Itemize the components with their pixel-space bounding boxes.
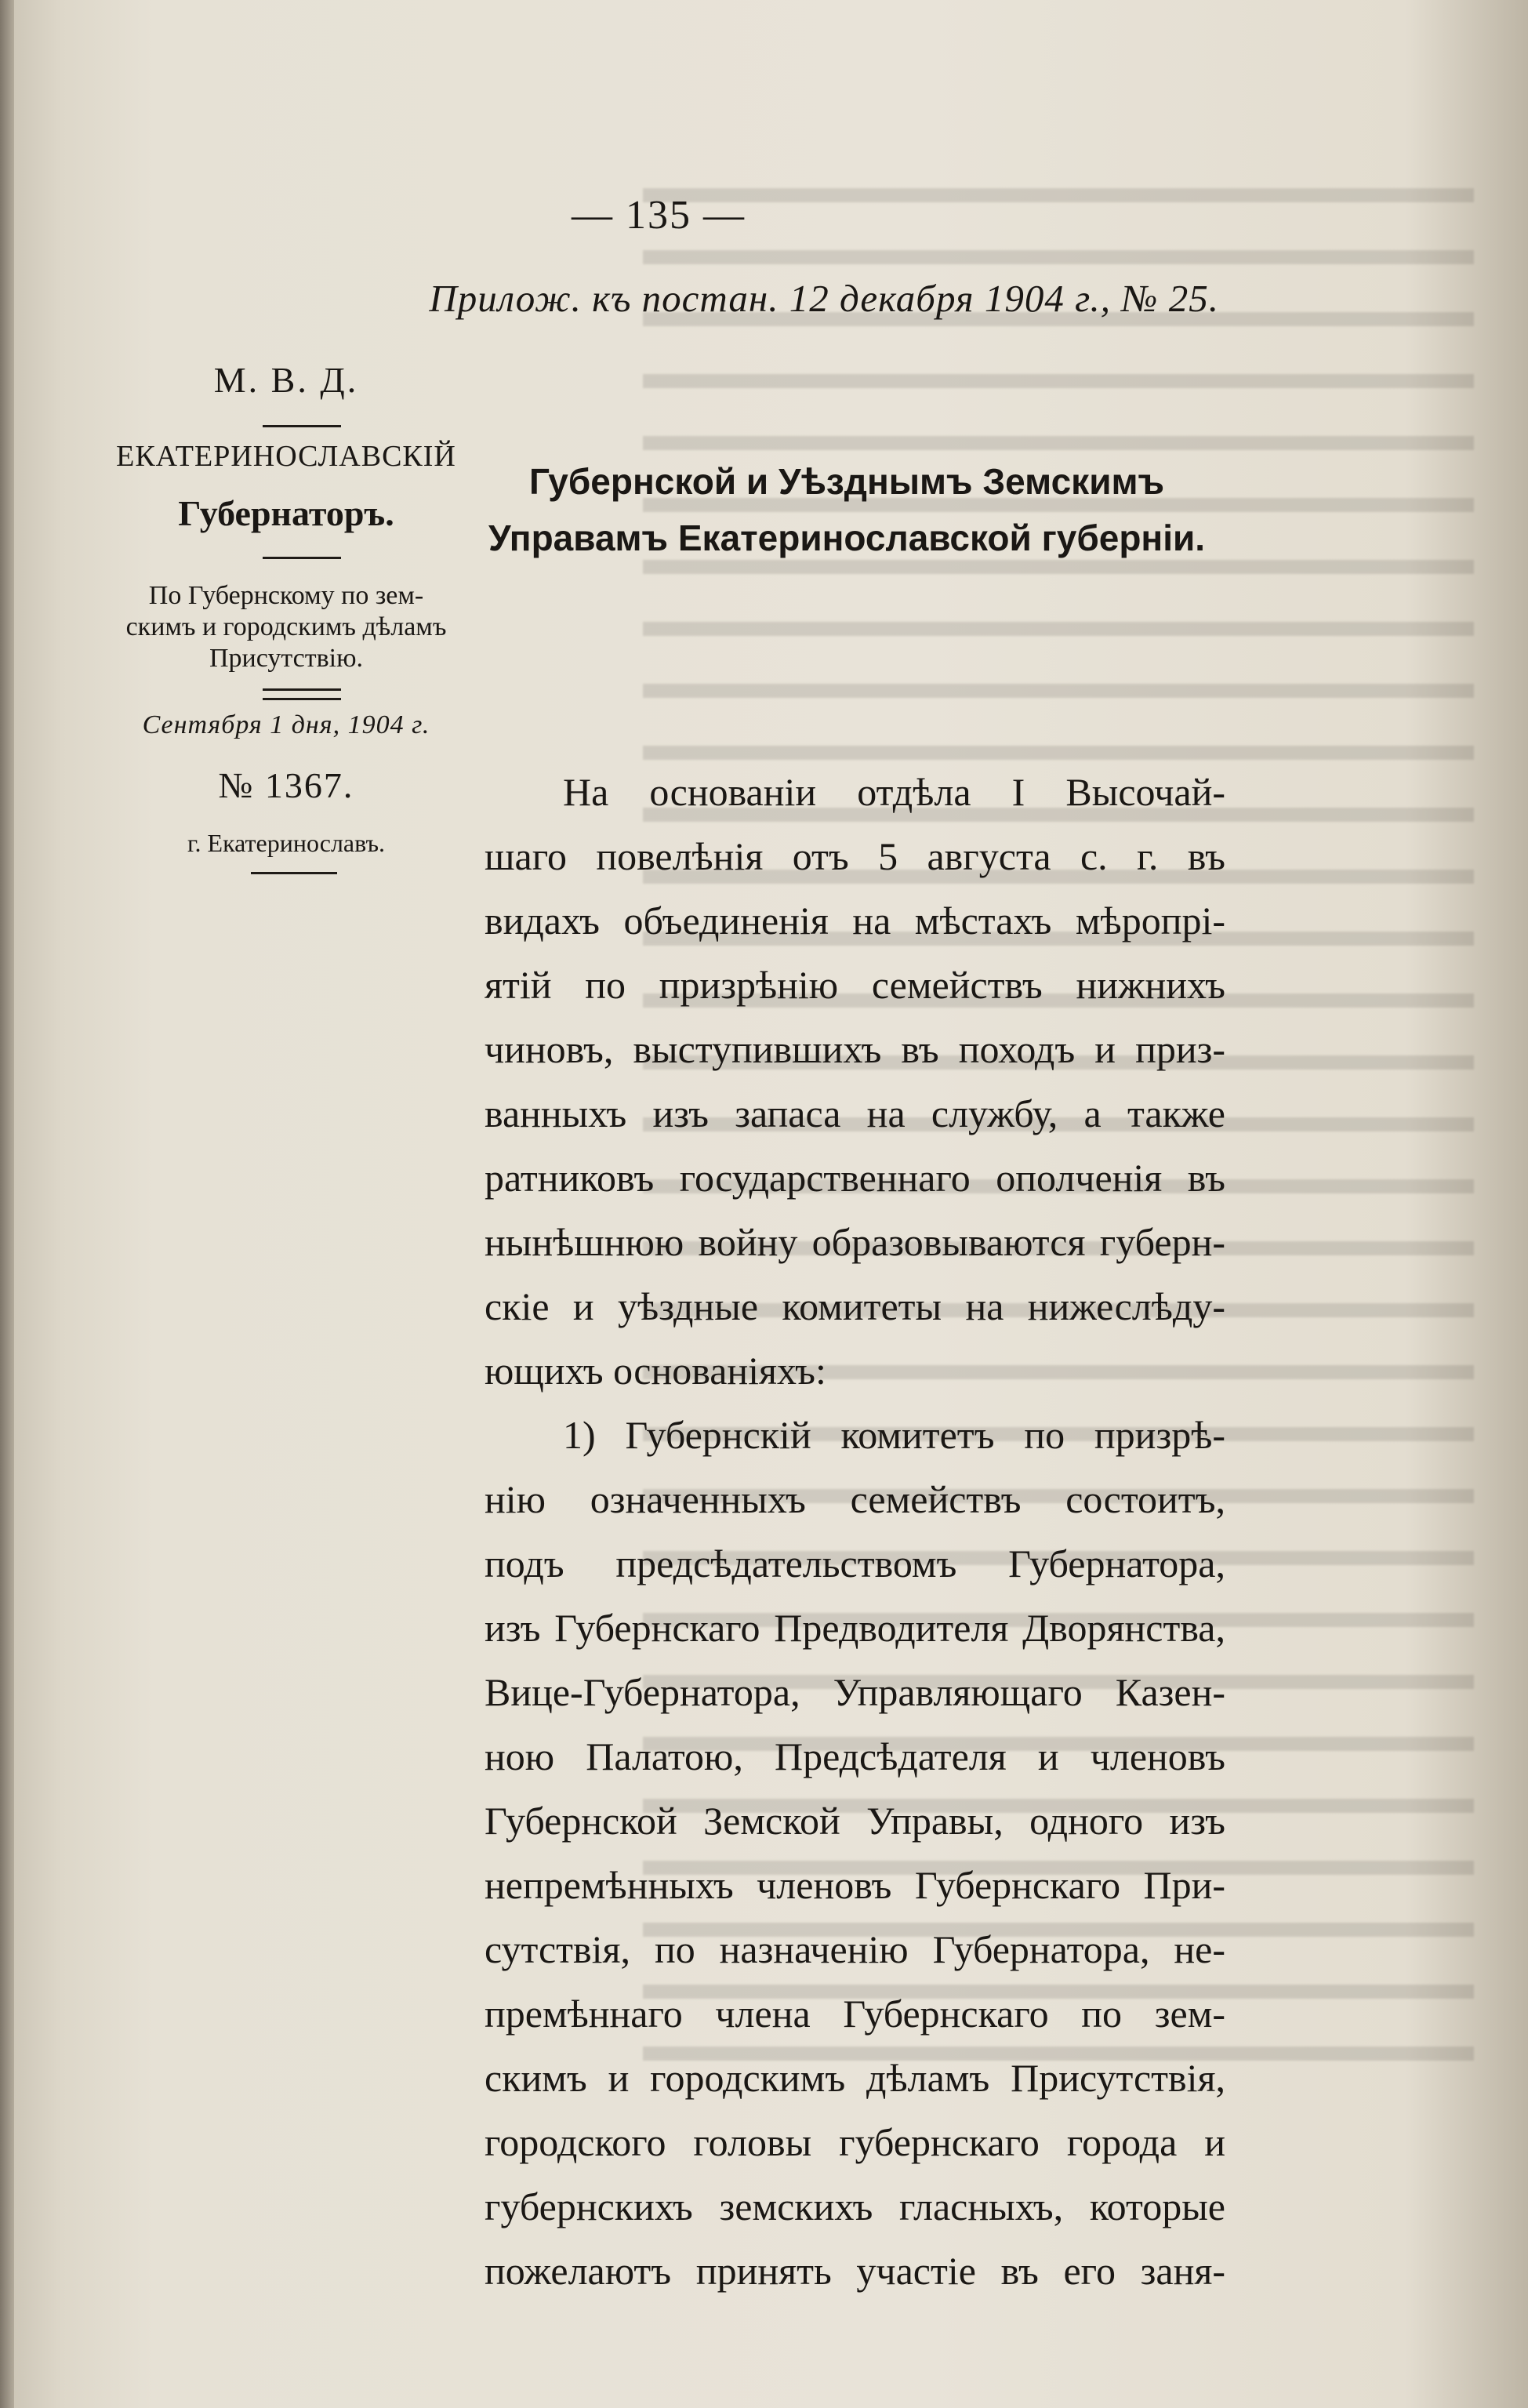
body-line: ятій по призрѣнію семействъ нижнихъ <box>485 963 1225 1007</box>
addressee-line: Губернской и Уѣзднымъ Земскимъ <box>528 461 1165 502</box>
page-number: — 135 — <box>572 193 746 238</box>
body-line: сутствія, по назначенію Губернатора, не- <box>485 1927 1225 1971</box>
margin-rule <box>263 425 341 427</box>
body-line: шаго повелѣнія отъ 5 августа с. г. въ <box>485 834 1225 878</box>
addressee-line: Управамъ Екатеринославской губерніи. <box>488 518 1206 558</box>
margin-rule <box>263 557 341 559</box>
body-line: ванныхъ изъ запаса на службу, а также <box>485 1091 1225 1135</box>
body-line: скимъ и городскимъ дѣламъ Присутствія, <box>485 2056 1225 2100</box>
body-line: ною Палатою, Предсѣдателя и членовъ <box>485 1734 1225 1778</box>
body-line: ратниковъ государственнаго ополченія въ <box>485 1156 1225 1200</box>
body-line: изъ Губернскаго Предводителя Дворянства, <box>485 1606 1225 1650</box>
presence-line: По Губернскому по зем- <box>148 581 424 610</box>
margin-double-rule <box>263 688 341 700</box>
body-line: пожелаютъ принять участіе въ его заня- <box>485 2249 1225 2293</box>
body-line: нію означенныхъ семействъ состоитъ, <box>485 1477 1225 1521</box>
body-line: видахъ объединенія на мѣстахъ мѣропрі- <box>485 899 1225 942</box>
header-reference: Прилож. къ постан. 12 декабря 1904 г., № 25. <box>429 277 1219 320</box>
body-line: непремѣнныхъ членовъ Губернскаго При- <box>485 1863 1225 1907</box>
document-date: Сентября 1 дня, 1904 г. <box>142 710 430 739</box>
document-number: № 1367. <box>218 765 354 805</box>
body-line: Губернской Земской Управы, одного изъ <box>485 1799 1225 1843</box>
body-line: скіе и уѣздные комитеты на нижеслѣду- <box>485 1284 1225 1328</box>
governor-title-line1: ЕКАТЕРИНОСЛАВСКІЙ <box>116 440 456 473</box>
ministry-label: М. В. Д. <box>213 360 359 400</box>
margin-rule <box>251 872 337 874</box>
presence-line: скимъ и городскимъ дѣламъ <box>125 612 447 641</box>
body-line: премѣннаго члена Губернскаго по зем- <box>485 1992 1225 2036</box>
presence-block <box>102 580 470 674</box>
body-line: городского головы губернскаго города и <box>485 2120 1225 2164</box>
document-city: г. Екатеринославъ. <box>187 829 385 857</box>
body-line: 1) Губернскій комитетъ по призрѣ- <box>563 1413 1225 1457</box>
body-line: ющихъ основаніяхъ: <box>485 1349 826 1393</box>
governor-title-line2: Губернаторъ. <box>178 493 394 533</box>
body-line: Вице-Губернатора, Управляющаго Казен- <box>485 1670 1225 1714</box>
body-line: подъ предсѣдательствомъ Губернатора, <box>485 1542 1225 1585</box>
page-edge-shadow <box>0 0 14 2408</box>
body-line: чиновъ, выступившихъ въ походъ и приз- <box>485 1027 1225 1071</box>
presence-line: Присутствію. <box>209 644 363 673</box>
body-line: губернскихъ земскихъ гласныхъ, которые <box>485 2185 1225 2228</box>
body-line: нынѣшнюю войну образовываются губерн- <box>485 1220 1225 1264</box>
addressee-heading <box>470 453 1223 566</box>
body-line: На основаніи отдѣла I Высочай- <box>563 770 1225 814</box>
